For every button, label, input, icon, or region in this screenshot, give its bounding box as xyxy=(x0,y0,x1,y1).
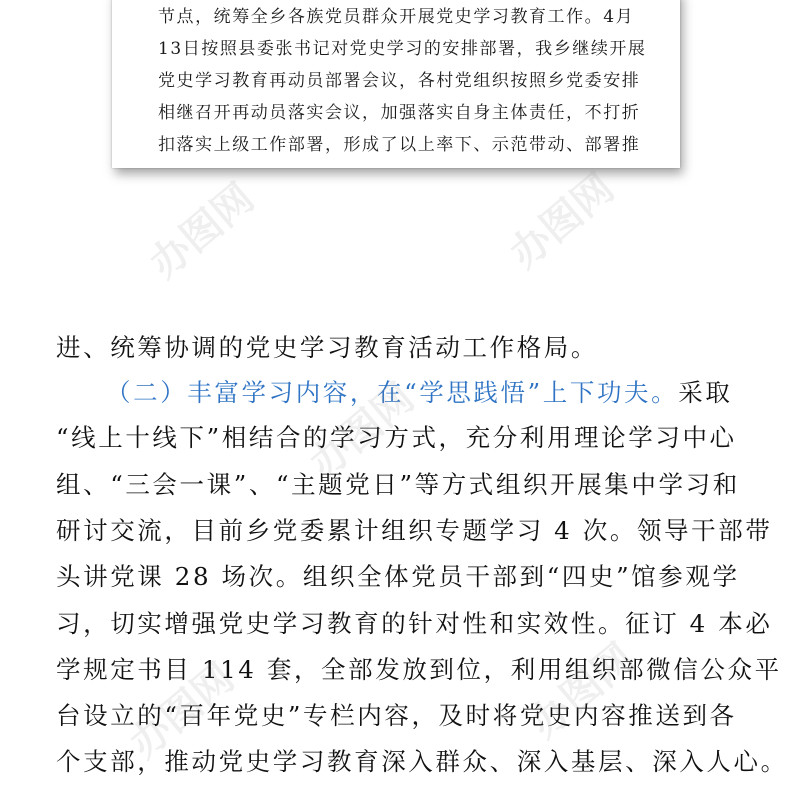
section-heading: （二）丰富学习内容，在“学思践悟”上下功夫。 xyxy=(106,378,679,407)
body-text-line: 个支部，推动党史学习教育深入群众、深入基层、深入人心。 xyxy=(56,747,788,776)
body-text-line: “线上十线下”相结合的学习方式，充分利用理论学习中心 xyxy=(56,423,737,452)
body-text-line: 组、“三会一课”、“主题党日”等方式组织开展集中学习和 xyxy=(56,470,740,499)
body-text-line: 头讲党课 28 场次。组织全体党员干部到“四史”馆参观学 xyxy=(56,562,740,591)
document-page-preview xyxy=(112,0,680,168)
card-text-line: 相继召开再动员落实会议，加强落实自身主体责任，不打折 xyxy=(158,103,641,123)
body-text-line: 进、统筹协调的党史学习教育活动工作格局。 xyxy=(56,333,598,362)
body-text-line: 台设立的“百年党史”专栏内容，及时将党史内容推送到各 xyxy=(56,701,737,730)
body-text-line: 习，切实增强党史学习教育的针对性和实效性。征订 4 本必 xyxy=(56,609,773,638)
body-text-line: 学规定书目 114 套，全部发放到位，利用组织部微信公众平 xyxy=(56,655,782,684)
card-text-line: 节点，统筹全乡各族党员群众开展党史学习教育工作。4月 xyxy=(158,7,635,27)
card-text-line: 党史学习教育再动员部署会议，各村党组织按照乡党委安排 xyxy=(158,71,641,91)
watermark: 办图网 xyxy=(301,374,423,488)
section-heading-line xyxy=(106,376,746,410)
watermark: 办图网 xyxy=(141,174,263,288)
body-text-line: 研讨交流，目前乡党委累计组织专题学习 4 次。领导干部带 xyxy=(56,516,773,545)
watermark: 办图网 xyxy=(121,654,243,768)
card-text-line: 13日按照县委张书记对党史学习的安排部署，我乡继续开展 xyxy=(158,39,647,59)
card-text-line: 扣落实上级工作部署，形成了以上率下、示范带动、部署推 xyxy=(158,135,641,155)
watermark: 办图网 xyxy=(521,634,643,748)
body-text-fragment: 采取 xyxy=(678,378,733,407)
watermark: 办图网 xyxy=(501,164,623,278)
